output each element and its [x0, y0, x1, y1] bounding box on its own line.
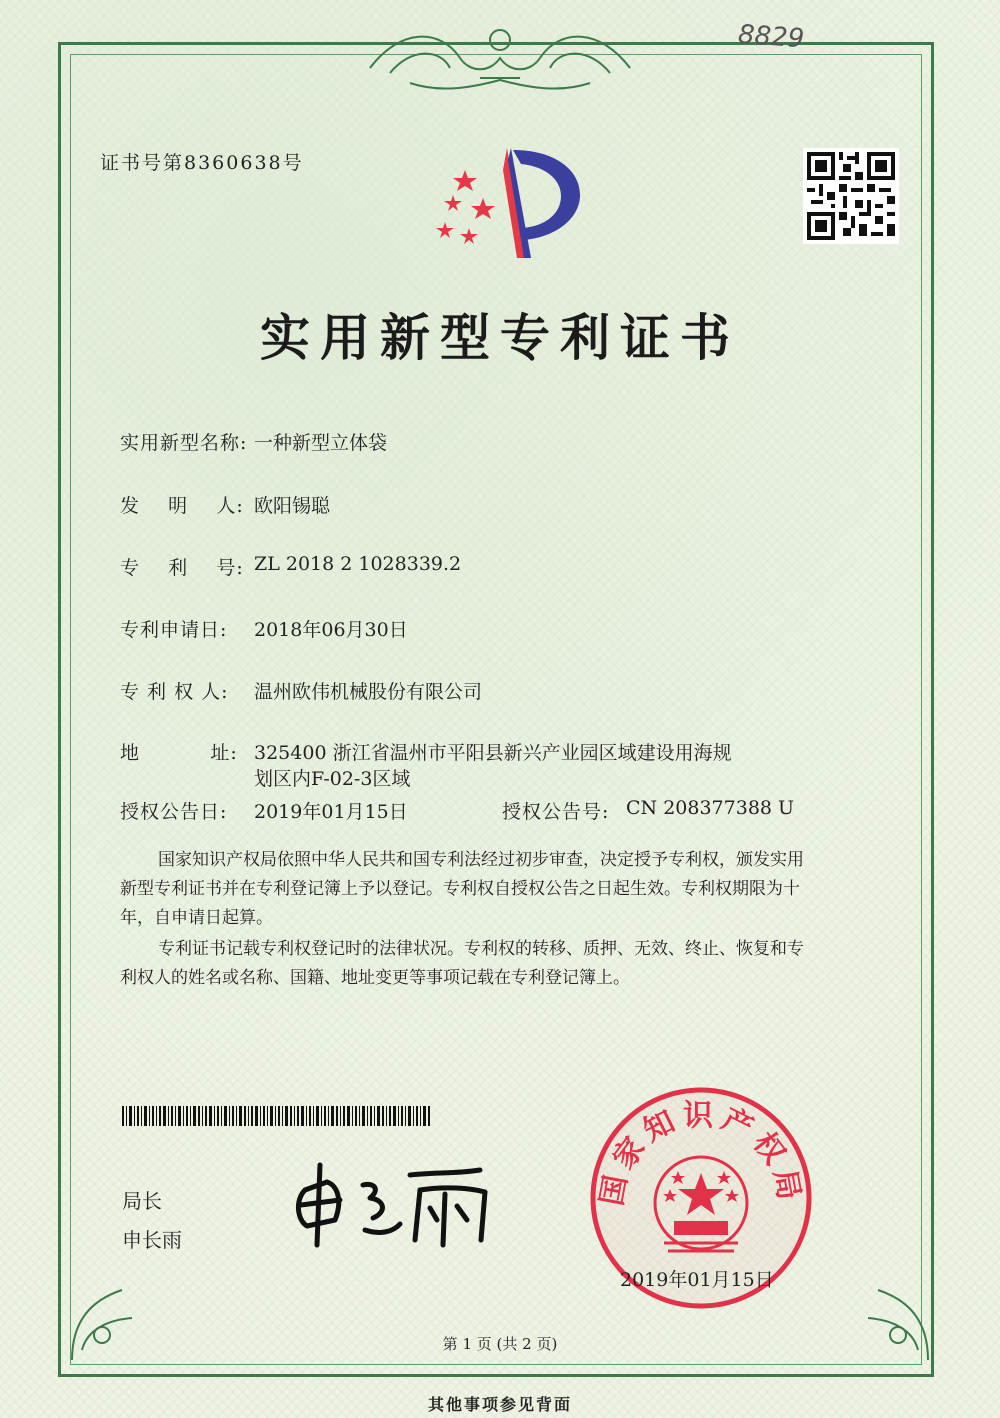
utility-model-name-label: 实用新型名称: [120, 432, 248, 454]
seal-date: 2019年01月15日 [620, 1269, 774, 1291]
patentee-label: 专 利 权 人: [120, 681, 229, 703]
qr-code-icon [803, 148, 899, 244]
grant-number-value: CN 208377388 U [626, 797, 795, 819]
page-indicator: 第 1 页 (共 2 页) [442, 1335, 558, 1353]
address-value-line2: 划区内F-02-3区域 [254, 768, 411, 790]
paragraph-1-line-1: 国家知识产权局依照中华人民共和国专利法经过初步审查，决定授予专利权，颁发实用 [158, 850, 804, 870]
address-label: 地 址: [120, 742, 238, 764]
patentee-value: 温州欧伟机械股份有限公司 [254, 681, 483, 703]
patent-office-logo-icon [425, 140, 585, 260]
patent-number-label: 专 利 号: [120, 557, 244, 579]
address-value-line1: 325400 浙江省温州市平阳县新兴产业园区域建设用海规 [254, 742, 732, 764]
handwritten-signature [285, 1160, 505, 1250]
inventor-label: 发 明 人: [120, 495, 244, 517]
certificate-title: 实用新型专利证书 [260, 308, 740, 367]
top-ornament [350, 18, 650, 98]
patent-number-value: ZL 2018 2 1028339.2 [254, 553, 462, 575]
signatory-title: 局长 [122, 1189, 162, 1213]
certificate-number: 证书号第8360638号 [100, 152, 304, 174]
application-date-label: 专利申请日: [120, 619, 228, 641]
handwritten-note: 8829 [737, 19, 806, 55]
inventor-value: 欧阳锡聪 [254, 495, 331, 517]
application-date-value: 2018年06月30日 [254, 619, 408, 641]
utility-model-name-value: 一种新型立体袋 [254, 432, 388, 454]
signatory-name: 申长雨 [122, 1228, 182, 1252]
seal-text: 国家知识产权局 [594, 1098, 808, 1209]
grant-number-label: 授权公告号: [502, 801, 610, 823]
paragraph-1-line-3: 年，自申请日起算。 [120, 908, 273, 928]
paragraph-2-line-2: 利权人的姓名或名称、国籍、地址变更等事项记载在专利登记簿上。 [120, 968, 630, 988]
paragraph-2-line-1: 专利证书记载专利权登记时的法律状况。专利权的转移、质押、无效、终止、恢复和专 [158, 939, 804, 959]
grant-date-label: 授权公告日: [120, 801, 228, 823]
footer-note: 其他事项参见背面 [427, 1395, 572, 1414]
barcode-icon [122, 1106, 432, 1126]
paragraph-1-line-2: 新型专利证书并在专利登记簿上予以登记。专利权自授权公告之日起生效。专利权期限为十 [120, 879, 800, 899]
grant-date-value: 2019年01月15日 [254, 801, 408, 823]
